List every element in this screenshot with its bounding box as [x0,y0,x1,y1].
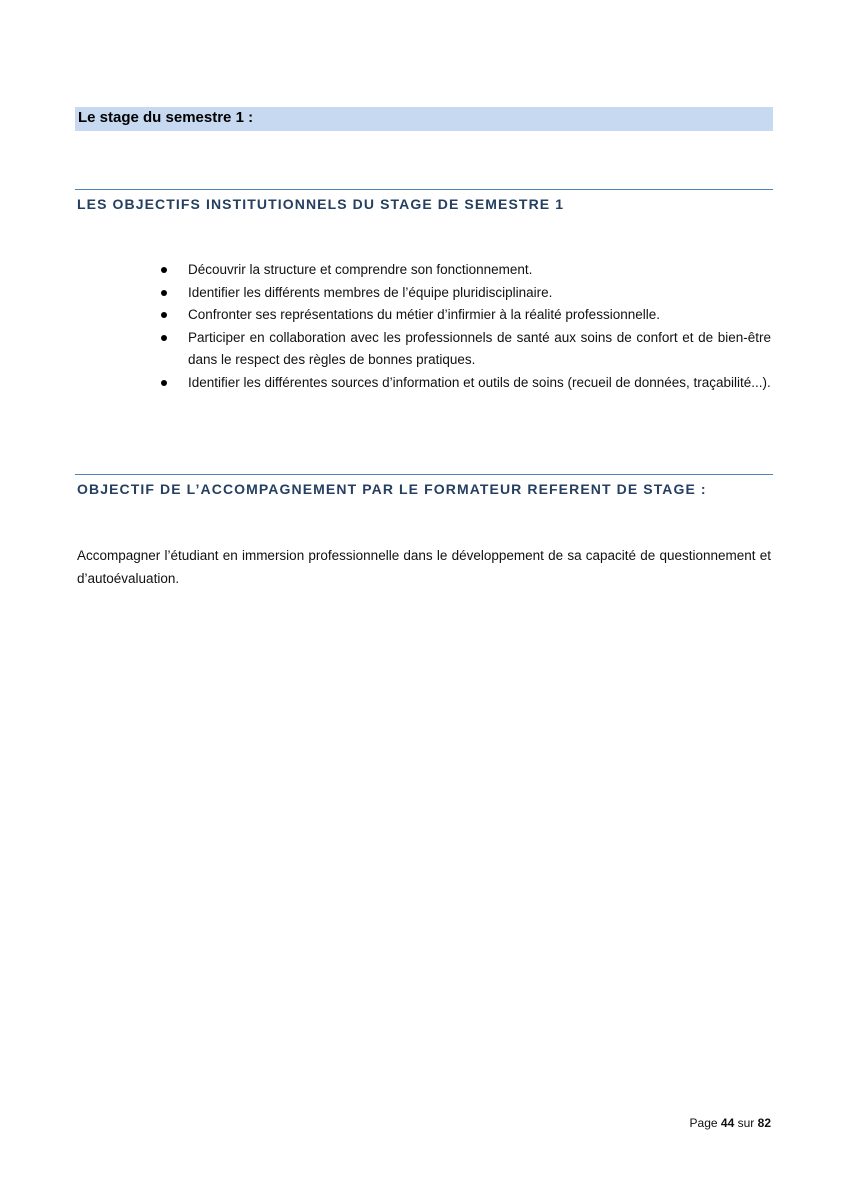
list-item [155,372,771,395]
list-item-text: Identifier les différentes sources d’information et outils de soins (recueil de données, traçabilité...). [188,374,771,390]
bullet-icon [161,380,167,386]
page-separator: sur [737,1116,755,1130]
section-heading-text: LES OBJECTIFS INSTITUTIONNELS DU STAGE DE SEMESTRE 1 [77,196,565,212]
page-label: Page [689,1116,718,1130]
list-item [155,259,771,282]
list-item-text: Participer en collaboration avec les professionnels de santé aux soins de confort et de bien-être dans le respect des règles de bonnes pratiques. [188,329,771,367]
accompagnement-paragraph: Accompagner l’étudiant en immersion professionnelle dans le développement de sa capacité de questionnement et d’autoévaluation. [77,548,771,586]
page-number [690,1116,771,1130]
page-total: 82 [757,1116,771,1130]
section-heading-objectifs [75,189,773,212]
bullet-icon [161,290,167,296]
stage-title: Le stage du semestre 1 : [78,109,254,126]
stage-title-banner [75,107,773,131]
section-heading-accompagnement [75,474,773,497]
list-item-text: Découvrir la structure et comprendre son fonctionnement. [188,262,533,277]
objectives-list [155,259,771,394]
list-item [155,282,771,305]
list-item [155,304,771,327]
list-item-text: Confronter ses représentations du métier d’infirmier à la réalité professionnelle. [188,307,660,322]
list-item-text: Identifier les différents membres de l’équipe pluridisciplinaire. [188,284,553,300]
section-heading-text: OBJECTIF DE L’ACCOMPAGNEMENT PAR LE FORMATEUR REFERENT DE STAGE : [77,481,707,497]
list-item [155,327,771,372]
bullet-icon [161,312,167,318]
page-current: 44 [720,1116,735,1130]
bullet-icon [161,335,167,341]
bullet-icon [161,267,167,273]
